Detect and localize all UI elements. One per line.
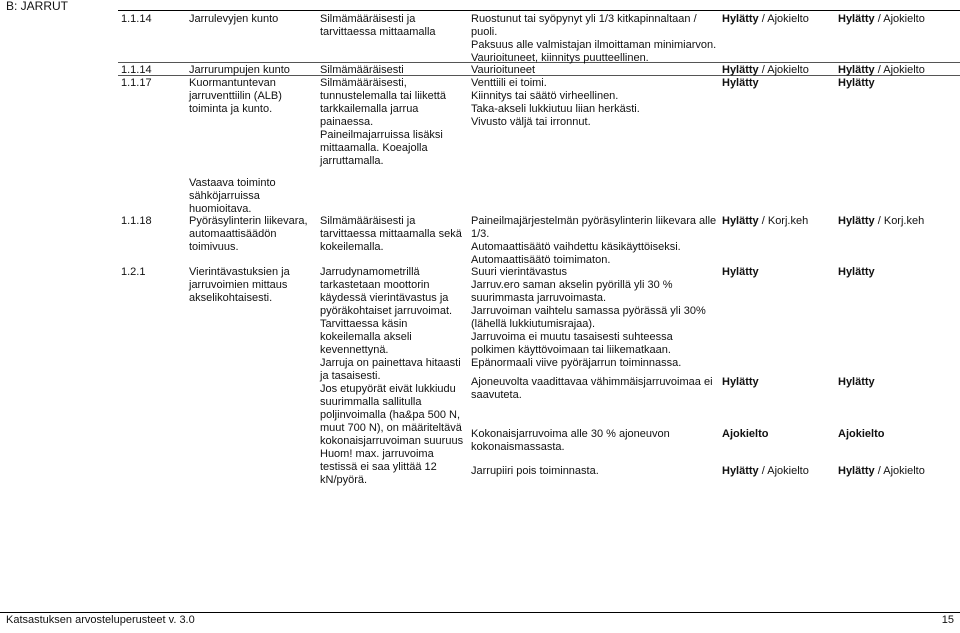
inspection-method: käydessä vierintävastus ja [320, 292, 449, 304]
rating-verdict: Hylätty [838, 465, 875, 477]
rating-consequence: / Ajokielto [758, 465, 809, 477]
item-description: Pyöräsylinterin liikevara, [189, 215, 308, 227]
inspection-method: painaessa. [320, 116, 374, 128]
item-description: automaattisäädön [189, 228, 277, 240]
inspection-method: kokeilemalla akseli [320, 331, 412, 343]
rating-verdict: Ajokielto [838, 428, 885, 440]
rating-column-1 [722, 376, 759, 389]
inspection-method: muut 700 N), on määriteltävä [320, 422, 462, 434]
inspection-method: Silmämääräisesti ja [320, 215, 416, 227]
rating-verdict: Hylätty [722, 266, 759, 278]
rejection-reason: suurimmasta jarruvoimasta. [471, 292, 607, 304]
item-description: Jarrurumpujen kunto [189, 64, 290, 76]
row-code: 1.1.18 [121, 215, 152, 227]
inspection-method: tarvittaessa mittaamalla [320, 26, 436, 38]
rating-verdict: Hylätty [838, 266, 875, 278]
item-description: jarruventtiilin (ALB) [189, 90, 282, 102]
rejection-reason: Jarruv.ero saman akselin pyörillä yli 30 % [471, 279, 673, 291]
rating-verdict: Hylätty [722, 64, 759, 76]
item-description: Vierintävastuksien ja [189, 266, 290, 278]
row-code: 1.1.14 [121, 64, 152, 76]
rating-column-2 [838, 428, 884, 441]
rejection-reason: Kiinnitys tai säätö virheellinen. [471, 90, 619, 102]
rating-column-2 [838, 64, 925, 77]
item-description: jarruvoimien mittaus [189, 279, 288, 291]
inspection-method: tarvittaessa mittaamalla sekä [320, 228, 462, 240]
rating-verdict: Ajokielto [722, 428, 769, 440]
rating-column-1 [722, 465, 809, 478]
rating-verdict: Hylätty [722, 376, 759, 388]
rejection-reason: Vaurioituneet, kiinnitys puutteellinen. [471, 52, 649, 64]
item-description: huomioitava. [189, 203, 252, 215]
row-code: 1.1.17 [121, 77, 152, 89]
rejection-reason: Jarrupiiri pois toiminnasta. [471, 465, 599, 477]
rejection-reason: Kokonaisjarruvoima alle 30 % ajoneuvon [471, 428, 670, 440]
inspection-method: tunnustelemalla tai liikettä [320, 90, 446, 102]
rating-column-2 [838, 266, 875, 279]
rating-column-2 [838, 465, 925, 478]
rejection-reason: 1/3. [471, 228, 490, 240]
rejection-reason: Automaattisäätö toimimaton. [471, 254, 611, 266]
inspection-method: Paineilmajarruissa lisäksi [320, 129, 443, 141]
rejection-reason: polkimen käyttövoimaan tai liikematkaan. [471, 344, 671, 356]
rating-verdict: Hylätty [838, 376, 875, 388]
inspection-method: pyöräkohtaiset jarruvoimat. [320, 305, 453, 317]
rejection-reason: Taka-akseli lukkiutuu liian herkästi. [471, 103, 640, 115]
inspection-method: Silmämääräisesti ja [320, 13, 416, 25]
inspection-method: Silmämääräisesti [320, 64, 404, 76]
rejection-reason: Paksuus alle valmistajan ilmoittaman minimiarvon. [471, 39, 717, 51]
inspection-method: kevennettynä. [320, 344, 389, 356]
rejection-reason: Ruostunut tai syöpynyt yli 1/3 kitkapinnaltaan / [471, 13, 697, 25]
item-description: toimivuus. [189, 241, 239, 253]
rejection-reason: kokonaismassasta. [471, 441, 565, 453]
rating-column-1 [722, 77, 759, 90]
rating-verdict: Hylätty [722, 77, 759, 89]
inspection-method: mittaamalla. Koeajolla [320, 142, 428, 154]
rating-consequence: / Ajokielto [874, 64, 925, 76]
inspection-method: poljinvoimalla (ha&pa 500 N, [320, 409, 461, 421]
rating-verdict: Hylätty [722, 465, 759, 477]
inspection-method: Jos etupyörät eivät lukkiudu [320, 383, 456, 395]
rating-consequence: / Ajokielto [874, 13, 925, 25]
rating-consequence: / Ajokielto [874, 465, 925, 477]
inspection-method: Tarvittaessa käsin [320, 318, 408, 330]
rating-column-1 [722, 266, 759, 279]
item-description: sähköjarruissa [189, 190, 260, 202]
rejection-reason: Jarruvoiman vaihtelu samassa pyörässä yli 30% [471, 305, 706, 317]
rating-column-2 [838, 77, 875, 90]
rating-verdict: Hylätty [838, 215, 875, 227]
rating-consequence: / Korj.keh [874, 215, 925, 227]
rating-consequence: / Ajokielto [758, 64, 809, 76]
inspection-method: Jarruja on painettava hitaasti [320, 357, 461, 369]
rating-column-1 [722, 215, 808, 228]
rejection-reason: Paineilmajärjestelmän pyöräsylinterin liikevara alle [471, 215, 717, 227]
footer-title: Katsastuksen arvosteluperusteet v. 3.0 [6, 614, 195, 626]
page-number: 15 [941, 614, 954, 626]
rejection-reason: Vaurioituneet [471, 64, 536, 76]
rating-verdict: Hylätty [838, 64, 875, 76]
rating-consequence: / Korj.keh [758, 215, 809, 227]
rejection-reason: Vivusto väljä tai irronnut. [471, 116, 591, 128]
rating-column-2 [838, 376, 875, 389]
rejection-reason: Venttiili ei toimi. [471, 77, 547, 89]
rejection-reason: Automaattisäätö vaihdettu käsikäyttöiseksi. [471, 241, 681, 253]
inspection-method: jarruttamalla. [320, 155, 384, 167]
inspection-method: kokonaisjarruvoiman suuruus [320, 435, 464, 447]
rejection-reason: saavuteta. [471, 389, 522, 401]
row-code: 1.2.1 [121, 266, 146, 278]
inspection-method: ja tasaisesti. [320, 370, 381, 382]
inspection-method: testissä ei saa ylittää 12 [320, 461, 437, 473]
rating-verdict: Hylätty [838, 77, 875, 89]
rating-column-2 [838, 13, 925, 26]
rejection-reason: (lähellä lukkiutumisrajaa). [471, 318, 596, 330]
inspection-method: Jarrudynamometrillä [320, 266, 420, 278]
inspection-method: suurimmalla sallitulla [320, 396, 422, 408]
inspection-method: Silmämääräisesti, [320, 77, 407, 89]
rating-verdict: Hylätty [722, 13, 759, 25]
item-description: Kuormantuntevan [189, 77, 276, 89]
rating-column-1 [722, 428, 768, 441]
rating-verdict: Hylätty [838, 13, 875, 25]
rejection-reason: Jarruvoima ei muutu tasaisesti suhteessa [471, 331, 673, 343]
rating-consequence: / Ajokielto [758, 13, 809, 25]
footer-rule [0, 612, 960, 613]
rejection-reason: Epänormaali viive pyöräjarrun toiminnassa. [471, 357, 682, 369]
item-description: toiminta ja kunto. [189, 103, 273, 115]
rejection-reason: Suuri vierintävastus [471, 266, 567, 278]
inspection-method: tarkastetaan moottorin [320, 279, 430, 291]
inspection-method: Huom! max. jarruvoima [320, 448, 434, 460]
inspection-method: kN/pyörä. [320, 474, 368, 486]
header-rule [118, 10, 960, 11]
row-code: 1.1.14 [121, 13, 152, 25]
item-description: akselikohtaisesti. [189, 292, 273, 304]
inspection-method: kokeilemalla. [320, 241, 384, 253]
item-description: Vastaava toiminto [189, 177, 276, 189]
rating-verdict: Hylätty [722, 215, 759, 227]
section-title: B: JARRUT [6, 0, 69, 13]
inspection-method: tarkkailemalla jarrua [320, 103, 419, 115]
rating-column-1 [722, 13, 809, 26]
rating-column-1 [722, 64, 809, 77]
item-description: Jarrulevyjen kunto [189, 13, 279, 25]
rejection-reason: puoli. [471, 26, 498, 38]
rating-column-2 [838, 215, 924, 228]
rejection-reason: Ajoneuvolta vaadittavaa vähimmäisjarruvoimaa ei [471, 376, 713, 388]
